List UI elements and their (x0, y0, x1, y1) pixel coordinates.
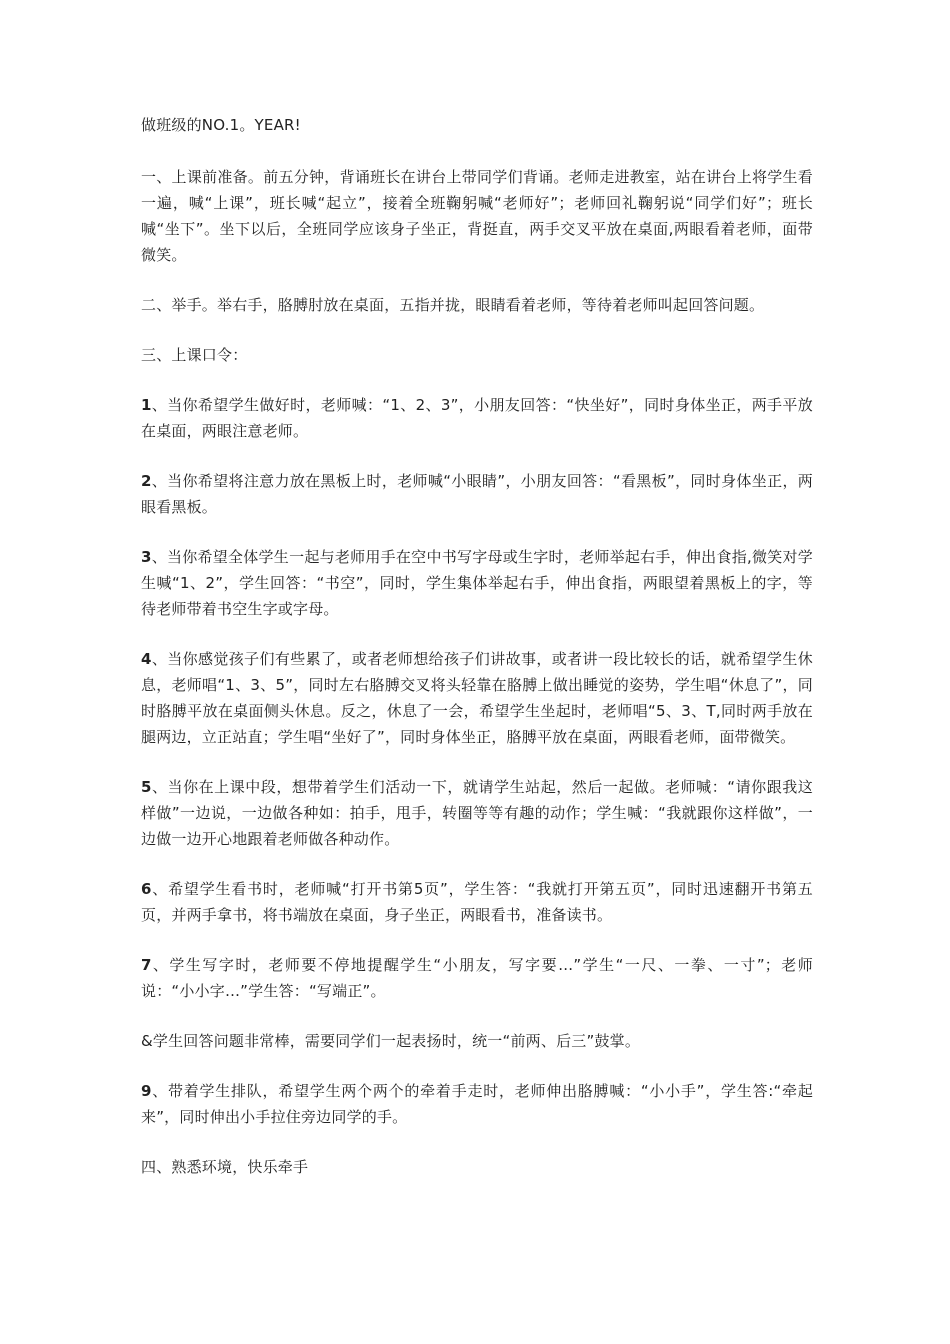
paragraph-text: 、学生写字时，老师要不停地提醒学生“小朋友，写字要…”学生“一尺、一拳、一寸”；老师说：“小小字…”学生答：“写端正”。 (141, 956, 813, 1000)
paragraph-number: 1 (141, 396, 152, 414)
paragraph-text: 三、上课口令： (141, 346, 248, 364)
paragraph-text: 、当你希望将注意力放在黑板上时，老师喊“小眼睛”，小朋友回答：“看黑板”，同时身体坐正，两眼看黑板。 (141, 472, 813, 516)
paragraph-number: 7 (141, 956, 152, 974)
paragraph-number: 5 (141, 778, 152, 796)
paragraph-text: 、当你希望全体学生一起与老师用手在空中书写字母或生字时，老师举起右手，伸出食指,微笑对学生喊“1、2”，学生回答：“书空”，同时，学生集体举起右手，伸出食指，两眼望着黑板上的字，等待老师带着书空生字或字母。 (141, 548, 813, 618)
paragraph-number: 9 (141, 1082, 152, 1100)
paragraph-raise-hand (141, 292, 813, 318)
paragraph-section-four-heading (141, 1154, 813, 1180)
paragraph-text: &学生回答问题非常棒，需要同学们一起表扬时，统一“前两、后三”鼓掌。 (141, 1032, 641, 1050)
paragraph-number: 6 (141, 880, 152, 898)
paragraph-command-6 (141, 876, 813, 928)
paragraph-text: 一、上课前准备。前五分钟，背诵班长在讲台上带同学们背诵。老师走进教室，站在讲台上将学生看一遍，喊“上课”，班长喊“起立”，接着全班鞠躬喊“老师好”；老师回礼鞠躬说“同学们好”；班长喊“坐下”。坐下以后，全班同学应该身子坐正，背挺直，两手交叉平放在桌面,两眼看着老师，面带微笑。 (141, 168, 813, 264)
paragraph-class-commands-heading (141, 342, 813, 368)
paragraph-command-5 (141, 774, 813, 852)
paragraph-command-8 (141, 1028, 813, 1054)
paragraph-number: 4 (141, 650, 152, 668)
document-title: 做班级的NO.1。YEAR! (141, 116, 301, 134)
paragraph-text: 四、熟悉环境，快乐牵手 (141, 1158, 309, 1176)
paragraph-command-7 (141, 952, 813, 1004)
paragraph-text: 、带着学生排队，希望学生两个两个的牵着手走时，老师伸出胳膊喊：“小小手”，学生答:“牵起来”，同时伸出小手拉住旁边同学的手。 (141, 1082, 813, 1126)
paragraph-command-9 (141, 1078, 813, 1130)
paragraph-command-3 (141, 544, 813, 622)
paragraph-command-2 (141, 468, 813, 520)
paragraph-command-4 (141, 646, 813, 750)
paragraph-number: 2 (141, 472, 152, 490)
paragraph-text: 、当你希望学生做好时，老师喊：“1、2、3”，小朋友回答：“快坐好”，同时身体坐正，两手平放在桌面，两眼注意老师。 (141, 396, 813, 440)
paragraph-text: 、希望学生看书时，老师喊“打开书第5页”，学生答：“我就打开第五页”，同时迅速翻开书第五页，并两手拿书，将书端放在桌面，身子坐正，两眼看书，准备读书。 (141, 880, 813, 924)
paragraph-text: 、当你在上课中段，想带着学生们活动一下，就请学生站起，然后一起做。老师喊：“请你跟我这样做”一边说，一边做各种如：拍手，甩手，转圈等等有趣的动作；学生喊：“我就跟你这样做”，一边做一边开心地跟着老师做各种动作。 (141, 778, 813, 848)
paragraph-command-1 (141, 392, 813, 444)
paragraph-number: 3 (141, 548, 152, 566)
document-body (141, 112, 813, 1204)
paragraph-text: 、当你感觉孩子们有些累了，或者老师想给孩子们讲故事，或者讲一段比较长的话，就希望学生休息，老师唱“1、3、5”，同时左右胳膊交叉将头轻靠在胳膊上做出睡觉的姿势，学生唱“休息了”，同时胳膊平放在桌面侧头休息。反之，休息了一会，希望学生坐起时，老师唱“5、3、T,同时两手放在腿两边，立正站直；学生唱“坐好了”，同时身体坐正，胳膊平放在桌面，两眼看老师，面带微笑。 (141, 650, 813, 746)
paragraph-text: 二、举手。举右手，胳膊肘放在桌面，五指并拢，眼睛看着老师，等待着老师叫起回答问题。 (141, 296, 765, 314)
paragraph-before-class (141, 164, 813, 268)
